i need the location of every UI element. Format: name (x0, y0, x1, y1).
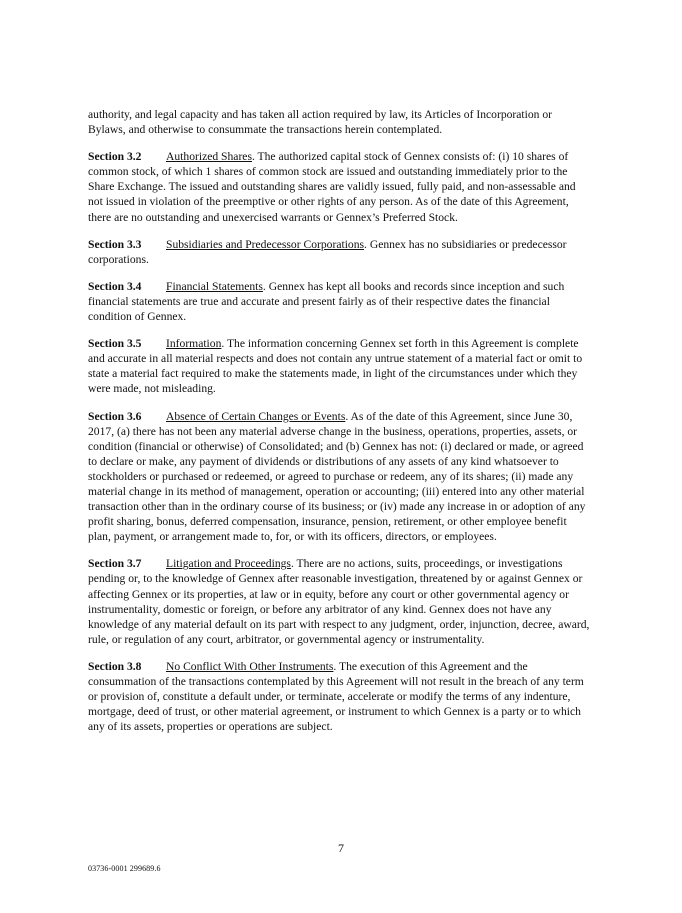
section-number: Section 3.3 (88, 237, 142, 251)
section-3-8 (88, 659, 592, 734)
section-title: Information (166, 337, 222, 351)
section-body: . The execution of this Agreement and the consummation of the transactions contemplated by this Agreement will not result in the breach of any term or provision of, constitute a default under, or terminate, accelerate or modify the terms of any indenture, mortgage, deed of trust, or other material agreement, or instrument to which Gennex is a party or to which any of its assets, properties or operations are subject. (88, 659, 584, 734)
section-body: . The information concerning Gennex set forth in this Agreement is complete and accurate in all material respects and does not contain any untrue statement of a material fact or omit to state a material fact required to make the statements made, in light of the circumstances under which they were made, not misleading. (88, 337, 583, 396)
section-3-6 (88, 409, 592, 545)
section-number: Section 3.2 (88, 150, 142, 164)
section-number: Section 3.4 (88, 279, 142, 293)
section-title: Subsidiaries and Predecessor Corporations (166, 237, 365, 251)
section-3-3 (88, 237, 592, 267)
section-body: . There are no actions, suits, proceedings, or investigations pending or, to the knowledge of Gennex after reasonable investigation, threatened by or against Gennex or affecting Gennex or its properties, at law or in equity, before any court or other governmental agency or instrumentality, domestic or foreign, or before any arbitrator of any kind. Gennex does not have any knowledge of any material default on its part with respect to any judgment, order, injunction, decree, award, rule, or regulation of any court, arbitrator, or governmental agency or instrumentality. (88, 557, 590, 646)
section-body: . Gennex has kept all books and records since inception and such financial statements are true and accurate and present fairly as of their respective dates the financial condition of Gennex. (88, 279, 565, 324)
section-number: Section 3.7 (88, 557, 142, 571)
document-id: 03736-0001 299689.6 (88, 864, 161, 873)
section-title: No Conflict With Other Instruments (166, 659, 334, 673)
section-title: Litigation and Proceedings (166, 557, 291, 571)
document-body (88, 107, 592, 746)
section-number: Section 3.6 (88, 409, 142, 423)
page-number: 7 (338, 841, 344, 855)
section-number: Section 3.8 (88, 659, 142, 673)
section-body: . The authorized capital stock of Gennex consists of: (i) 10 shares of common stock, of which 1 shares of common stock are issued and outstanding immediately prior to the Share Exchange. The issued and outstanding shares are validly issued, fully paid, and non-assessable and not issued in violation of the preemptive or other rights of any person. As of the date of this Agreement, there are no outstanding and unexercised warrants or Gennex’s Preferred Stock. (88, 150, 576, 224)
section-number: Section 3.5 (88, 337, 142, 351)
section-3-7 (88, 556, 592, 647)
intro-paragraph: authority, and legal capacity and has taken all action required by law, its Articles of Incorporation or Bylaws, and otherwise to consummate the transactions herein contemplated. (88, 108, 553, 137)
section-3-5 (88, 336, 592, 396)
section-3-4 (88, 279, 592, 324)
section-3-2 (88, 149, 592, 224)
section-title: Absence of Certain Changes or Events (166, 409, 346, 423)
section-body: . Gennex has no subsidiaries or predecessor corporations. (88, 237, 567, 266)
section-title: Financial Statements (166, 279, 263, 293)
section-title: Authorized Shares (166, 150, 252, 164)
section-body: . As of the date of this Agreement, since June 30, 2017, (a) there has not been any material adverse change in the business, operations, properties, assets, or condition (financial or otherwise) of Consolidated; and (b) Gennex has not: (i) declared or made, or agreed to declare or make, any payment of dividends or distributions of any assets of any kind whatsoever to stockholders or purchased or redeemed, or agreed to purchase or redeem, any of its shares; (ii) made any material change in its method of management, operation or accounting; (iii) entered into any other material transaction other than in the ordinary course of its business; or (iv) made any increase in or adoption of any profit sharing, bonus, deferred compensation, insurance, pension, retirement, or other employee benefit plan, payment, or arrangement made to, for, or with its officers, directors, or employees. (88, 409, 586, 544)
